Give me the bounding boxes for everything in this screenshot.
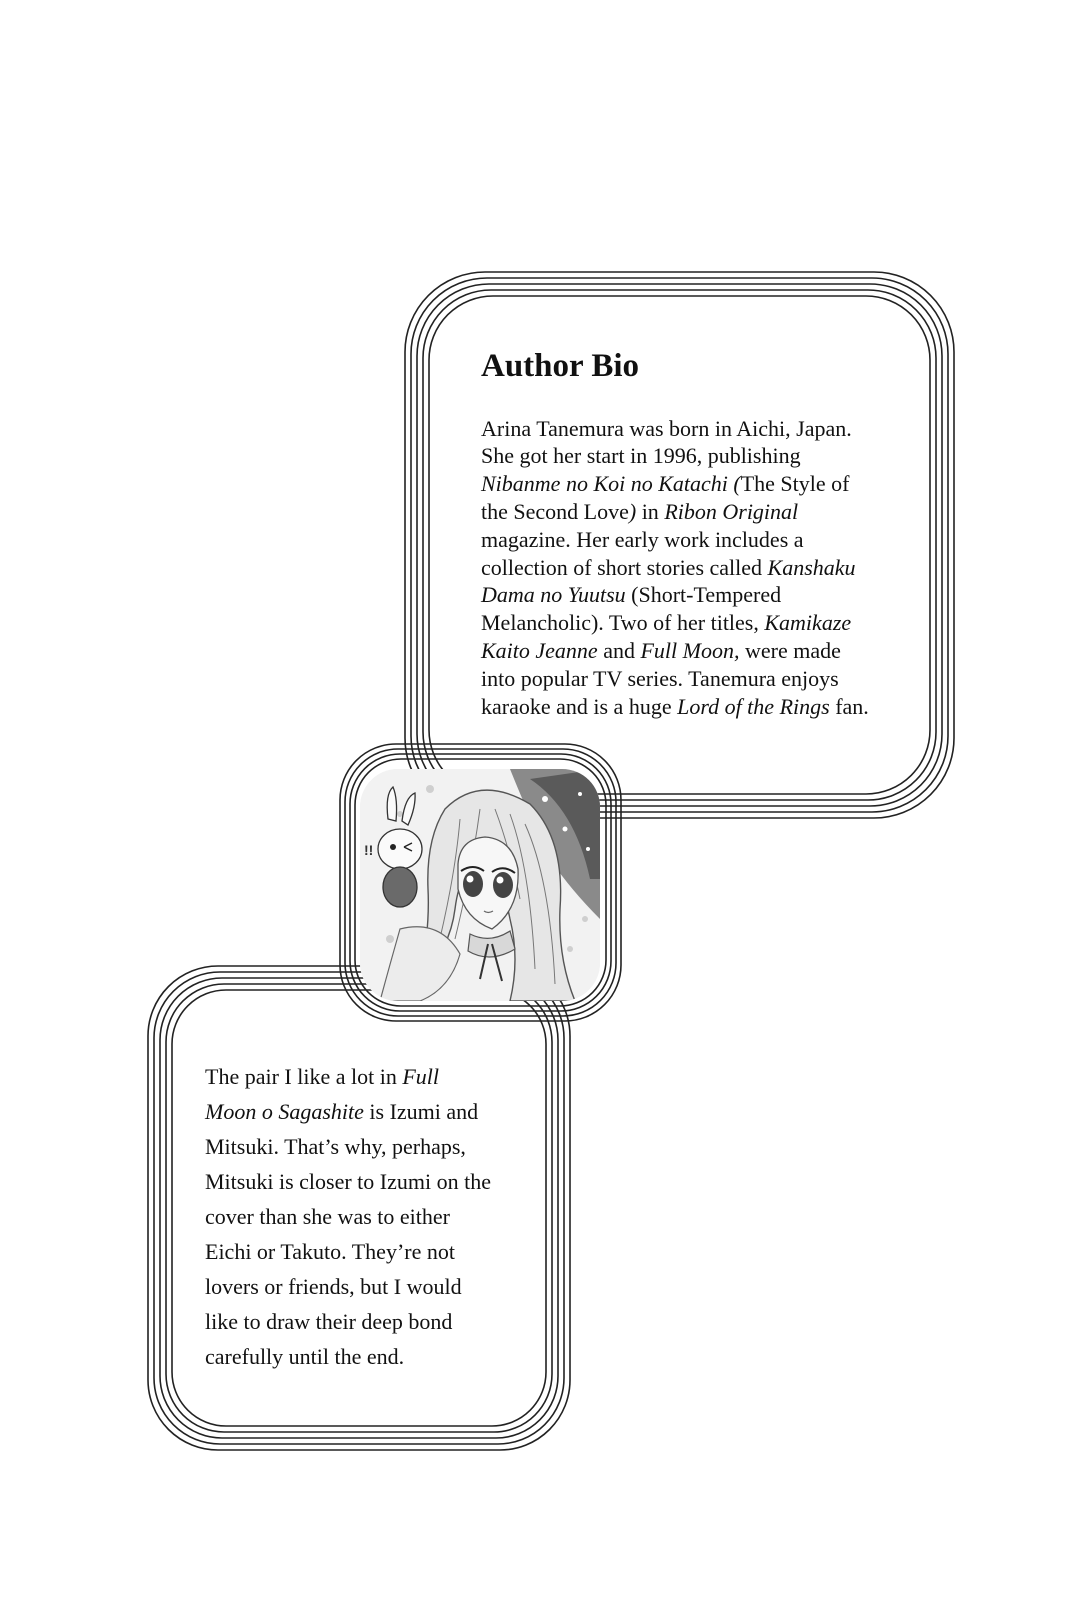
author-note-text (205, 1059, 545, 1374)
author-bio-line (481, 415, 921, 443)
author-note-line (205, 1164, 545, 1199)
italic-title-run: Lord of the Rings (677, 693, 830, 719)
italic-title-run: Ribon Original (664, 498, 799, 524)
author-bio-line (481, 498, 921, 526)
text-run: (Short-Tempered (625, 582, 782, 608)
italic-title-run: Kamikaze (764, 610, 852, 636)
text-run: lovers or friends, but I would (205, 1274, 462, 1299)
author-note-line (205, 1234, 545, 1269)
text-run: magazine. Her early work includes a (481, 526, 804, 552)
author-bio-line (481, 526, 921, 554)
text-run: karaoke and is a huge (481, 693, 678, 719)
author-bio-line (481, 442, 921, 470)
author-bio-line (481, 581, 921, 609)
text-run: were made (739, 637, 841, 663)
author-bio-line (481, 609, 921, 637)
author-note-line (205, 1199, 545, 1234)
italic-title-run: Moon o Sagashite (205, 1099, 364, 1124)
portrait-exclaim-label: !! (364, 842, 374, 858)
text-run: fan. (829, 693, 869, 719)
author-note-line (205, 1304, 545, 1339)
italic-title-run: Kanshaku (767, 554, 856, 580)
text-run: the Second Love (481, 498, 629, 524)
author-note-line (205, 1129, 545, 1164)
author-portrait-illustration (360, 769, 600, 1001)
italic-title-run: Full (402, 1064, 439, 1089)
italic-title-run: Dama no Yuutsu (481, 582, 626, 608)
text-run: The Style of (740, 471, 850, 497)
author-bio-line (481, 665, 921, 693)
text-run: is Izumi and (363, 1099, 479, 1124)
text-run: Melancholic). Two of her titles, (481, 610, 765, 636)
author-note-line (205, 1059, 545, 1094)
author-bio-line (481, 554, 921, 582)
author-bio-line (481, 470, 921, 498)
text-run: carefully until the end. (205, 1344, 405, 1369)
text-run: The pair I like a lot in (205, 1064, 403, 1089)
author-bio-text (481, 415, 921, 721)
author-bio-line (481, 693, 921, 721)
italic-title-run: ) (628, 498, 637, 524)
italic-title-run: Full Moon, (640, 637, 740, 663)
text-run: Arina Tanemura was born in Aichi, Japan. (481, 415, 852, 441)
text-run: into popular TV series. Tanemura enjoys (481, 665, 839, 691)
text-run: cover than she was to either (205, 1204, 450, 1229)
text-run: like to draw their deep bond (205, 1309, 453, 1334)
text-run: Mitsuki is closer to Izumi on the (205, 1169, 491, 1194)
text-run: collection of short stories called (481, 554, 768, 580)
author-note-line (205, 1339, 545, 1374)
author-bio-title: Author Bio (481, 348, 640, 384)
text-run: Mitsuki. That’s why, perhaps, (205, 1134, 466, 1159)
author-note-line (205, 1094, 545, 1129)
author-bio-section (481, 347, 921, 720)
italic-title-run: Nibanme no Koi no Katachi ( (481, 471, 741, 497)
author-note-line (205, 1269, 545, 1304)
italic-title-run: Kaito Jeanne (481, 637, 598, 663)
text-run: She got her start in 1996, publishing (481, 443, 801, 469)
author-note-section (205, 1059, 545, 1374)
author-bio-line (481, 637, 921, 665)
text-run: and (597, 637, 641, 663)
text-run: Eichi or Takuto. They’re not (205, 1239, 455, 1264)
text-run: in (636, 498, 665, 524)
